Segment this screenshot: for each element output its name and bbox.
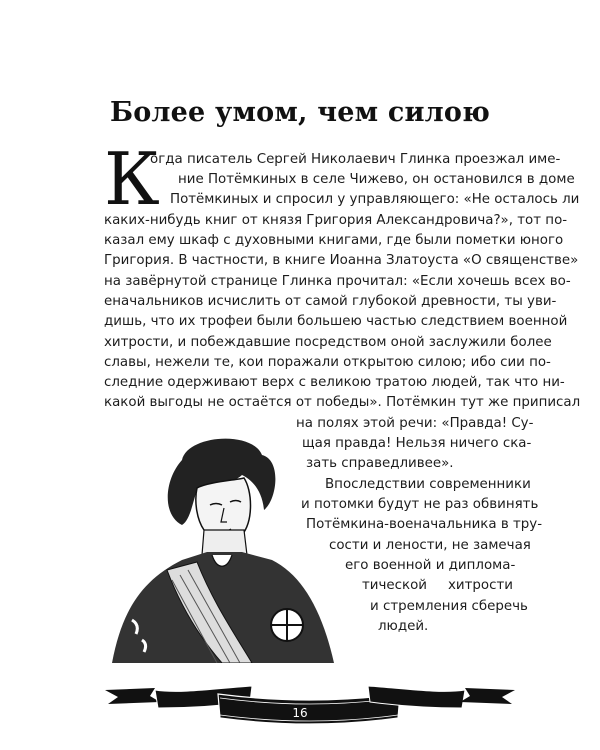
text-line: его военной и диплома- [345,558,516,573]
text-line: на завёрнутой странице Глинка прочитал: «Если хочешь всех во- [104,274,571,289]
text-line: сости и лености, не замечая [329,538,531,553]
page-title: Более умом, чем силою [109,97,491,128]
portrait-illustration [112,430,334,663]
text-line: следние одерживают верх с великою тратою людей, так что ни- [104,375,565,390]
text-line: людей. [378,619,429,634]
drop-cap: К [104,137,160,221]
text-line: Впоследствии современники [325,477,531,492]
text-line: Григория. В частности, в книге Иоанна Златоуста «О священстве» [104,253,579,268]
text-line: зать справедливее». [306,456,454,471]
text-line: каких-нибудь книг от князя Григория Александровича?», тот по- [104,213,568,228]
page-number: 16 [292,706,308,720]
text-line: дишь, что их трофеи были большею частью следствием военной [104,314,568,329]
text-line: тической хитрости [362,578,513,593]
text-line: Потёмкина-военачальника в тру- [306,517,543,532]
text-line: огда писатель Сергей Николаевич Глинка проезжал име- [150,152,561,167]
text-line: казал ему шкаф с духовными книгами, где были пометки юного [104,233,564,248]
text-line: еначальников исчислить от самой глубокой древности, ты уви- [104,294,557,309]
text-line: на полях этой речи: «Правда! Су- [296,416,534,431]
text-line: хитрости, и побеждавшие посредством оной заслужили более [104,335,552,350]
text-line: славы, нежели те, кои поражали открытою силою; ибо сии по- [104,355,551,370]
text-line: ние Потёмкиных в селе Чижево, он остановился в доме [178,172,575,187]
text-line: и потомки будут не раз обвинять [301,497,539,512]
text-line: и стремления сберечь [370,599,528,614]
text-line: Потёмкиных и спросил у управляющего: «Не осталось ли [170,192,580,207]
text-line: щая правда! Нельзя ничего ска- [302,436,532,451]
text-line: какой выгоды не остаётся от победы». Потёмкин тут же приписал [104,395,581,410]
